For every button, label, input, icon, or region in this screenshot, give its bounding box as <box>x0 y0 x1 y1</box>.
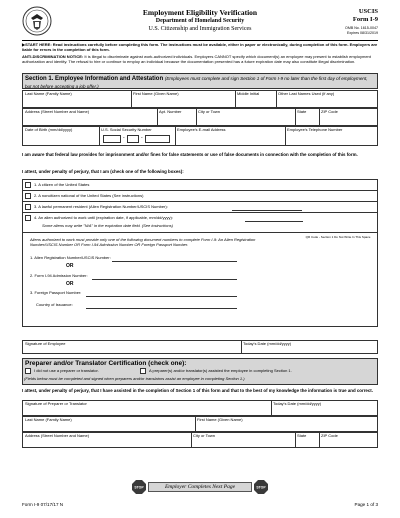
preparer-date-label: Today's Date (mm/dd/yyyy) <box>273 401 322 406</box>
expiration-date: Expires 08/31/2019 <box>347 31 378 35</box>
preparer-used-label: A preparer(s) and/or translator(s) assisted the employee in completing Section 1. <box>149 368 292 373</box>
omb-number: OMB No. 1615-0047 <box>345 26 378 30</box>
form-title: Employment Eligibility Verification <box>142 8 258 17</box>
preparer-first-name-input[interactable] <box>196 423 376 431</box>
or-separator-1: OR <box>66 263 74 269</box>
preparer-last-name-label: Last Name (Family Name) <box>25 417 72 422</box>
ssn-input-part1[interactable] <box>103 135 121 143</box>
city-field-label: City or Town <box>198 109 220 114</box>
preparer-title: Preparer and/or Translator Certification (check one): <box>25 360 187 367</box>
first-name-input[interactable] <box>132 97 232 107</box>
first-name-field-label: First Name (Given Name) <box>133 91 179 96</box>
middle-initial-input[interactable] <box>236 97 273 107</box>
zip-input[interactable] <box>320 115 376 125</box>
employee-date-label: Today's Date (mm/dd/yyyy) <box>243 341 292 346</box>
stop-sign-left-text: STOP <box>134 485 144 490</box>
permanent-resident-checkbox[interactable] <box>25 204 31 210</box>
or-separator-2: OR <box>66 281 74 287</box>
citizen-option-label: 1. A citizen of the United States <box>34 182 90 187</box>
alien-authorized-checkbox[interactable] <box>25 215 31 221</box>
preparer-address-input[interactable] <box>24 439 188 447</box>
preparer-city-label: City or Town <box>193 433 215 438</box>
aliens-document-note: Aliens authorized to work must provide only one of the following document numbers to complete Form I-9: An Alien Registration Number/USCIS Number OR Form I-94 Admission Number OR Foreign Passport Number. <box>30 237 256 247</box>
permanent-resident-option-label: 3. A lawful permanent resident (Alien Registration Number/USCIS Number): <box>34 204 168 209</box>
preparer-signature-label: Signature of Preparer or Translator <box>25 401 87 406</box>
preparer-last-name-input[interactable] <box>24 423 192 431</box>
page-number: Page 1 of 3 <box>354 502 378 507</box>
false-statement-warning: I am aware that federal law provides for imprisonment and/or fines for false statements or use of false documents in connection with the completion of this form. <box>22 152 358 157</box>
agency-name: U.S. Citizenship and Immigration Services <box>148 26 252 32</box>
preparer-first-name-label: First Name (Given Name) <box>197 417 243 422</box>
other-names-field-label: Other Last Names Used (if any) <box>278 91 335 96</box>
anti-discrimination-label: ANTI-DISCRIMINATION NOTICE: <box>22 54 84 59</box>
section1-subtitle: (Employees must complete and sign Section 1 of Form I-9 no later than the first day of employment, but not before accepting a job offer.) <box>25 76 368 89</box>
attestation-statement: I attest, under penalty of perjury, that I am (check one of the following boxes): <box>22 169 184 174</box>
department-name: Department of Homeland Security <box>155 18 245 24</box>
stop-sign-left-icon <box>132 480 146 494</box>
preparer-attestation: I attest, under penalty of perjury, that I have assisted in the completion of Section 1 of this form and that to the best of my knowledge the information is true and correct. <box>22 388 373 393</box>
permanent-resident-number-input[interactable] <box>232 210 302 211</box>
ssn-input-part3[interactable] <box>145 135 170 143</box>
noncitizen-national-option-label: 2. A noncitizen national of the United States (See instructions) <box>34 193 144 198</box>
zip-field-label: ZIP Code <box>321 109 338 114</box>
anti-discrimination-text: It is illegal to discriminate against work-authorized individuals. Employers CANNOT specify which document(s) an employee may present to establish employment authorization and identity. The refusal to hire or continue to employ an individual because the documentation presented has a future expiration date may also constitute illegal discrimination. <box>22 54 371 64</box>
state-select[interactable] <box>296 115 316 125</box>
form-agency: USCIS <box>358 8 378 15</box>
option4-note: Some aliens may write "N/A" in the expiration date field. (See instructions) <box>42 223 173 228</box>
dhs-seal-icon <box>22 6 52 36</box>
passport-number-label: 3. Foreign Passport Number: <box>30 290 82 295</box>
start-here-text: Read instructions carefully before completing this form. The instructions must be available, either in paper or electronically, during completion of this form. Employers are liable for errors in the completion of this form. <box>22 42 378 52</box>
start-here-notice <box>22 43 378 53</box>
country-issuance-input[interactable] <box>86 308 237 309</box>
preparer-signature-input[interactable] <box>24 407 266 415</box>
state-field-label: State <box>297 109 307 114</box>
ssn-input-part2[interactable] <box>127 135 139 143</box>
preparer-state-select[interactable] <box>296 439 316 447</box>
form-edition-date: Form I-9 07/17/17 N <box>22 502 64 507</box>
employee-date-input[interactable] <box>242 346 376 353</box>
noncitizen-national-checkbox[interactable] <box>25 193 31 199</box>
preparer-address-label: Address (Street Number and Name) <box>25 433 90 438</box>
apt-input[interactable] <box>158 115 193 125</box>
address-input[interactable] <box>24 115 154 125</box>
country-issuance-label: Country of Issuance: <box>36 302 73 307</box>
dob-field-label: Date of Birth (mm/dd/yyyy) <box>25 127 73 132</box>
dob-input[interactable] <box>24 134 96 144</box>
qr-code-label: QR Code - Section 1 Do Not Write In This Space <box>305 235 371 239</box>
last-name-field-label: Last Name (Family Name) <box>25 91 72 96</box>
qr-code-area <box>300 236 376 276</box>
section1-header <box>22 73 378 89</box>
last-name-input[interactable] <box>24 97 128 107</box>
alien-number-input[interactable] <box>112 261 237 262</box>
apt-field-label: Apt. Number <box>159 109 182 114</box>
preparer-zip-input[interactable] <box>320 439 376 447</box>
no-preparer-label: I did not use a preparer or translator. <box>34 368 99 373</box>
phone-input[interactable] <box>287 134 376 144</box>
stop-sign-right-text: STOP <box>256 485 266 490</box>
employee-signature-input[interactable] <box>24 346 236 353</box>
i94-number-label: 2. Form I-94 Admission Number: <box>30 273 88 278</box>
anti-discrimination-notice <box>22 55 378 65</box>
section1-title: Section 1. Employee Information and Attestation <box>25 76 164 82</box>
employee-signature-label: Signature of Employee <box>25 341 66 346</box>
alien-expiration-date-input[interactable] <box>245 221 303 222</box>
no-preparer-checkbox[interactable] <box>25 368 31 374</box>
email-field-label: Employee's E-mail Address <box>177 127 226 132</box>
stop-sign-right-icon <box>254 480 268 494</box>
preparer-date-input[interactable] <box>272 407 376 415</box>
preparer-city-input[interactable] <box>192 439 292 447</box>
preparer-used-checkbox[interactable] <box>140 368 146 374</box>
next-page-banner: Employer Completes Next Page <box>148 482 252 492</box>
i94-number-input[interactable] <box>92 279 237 280</box>
city-input[interactable] <box>197 115 292 125</box>
phone-field-label: Employee's Telephone Number <box>287 127 343 132</box>
other-names-input[interactable] <box>277 97 376 107</box>
citizen-checkbox[interactable] <box>25 182 31 188</box>
email-input[interactable] <box>177 134 282 144</box>
alien-number-label: 1. Alien Registration Number/USCIS Number: <box>30 255 111 260</box>
start-here-label: ▶START HERE: <box>22 42 52 47</box>
preparer-zip-label: ZIP Code <box>321 433 338 438</box>
address-field-label: Address (Street Number and Name) <box>25 109 90 114</box>
passport-number-input[interactable] <box>86 296 237 297</box>
header-rule <box>22 40 378 41</box>
form-number: Form I-9 <box>352 16 378 23</box>
preparer-state-label: State <box>297 433 307 438</box>
ssn-field-label: U.S. Social Security Number <box>101 127 152 132</box>
alien-authorized-option-label: 4. An alien authorized to work until (expiration date, if applicable, mm/dd/yyyy): <box>34 215 173 220</box>
preparer-fields-note: (Fields below must be completed and signed when preparers and/or translators assist an employee in completing Section 1.) <box>24 376 245 381</box>
middle-initial-field-label: Middle Initial <box>237 91 260 96</box>
